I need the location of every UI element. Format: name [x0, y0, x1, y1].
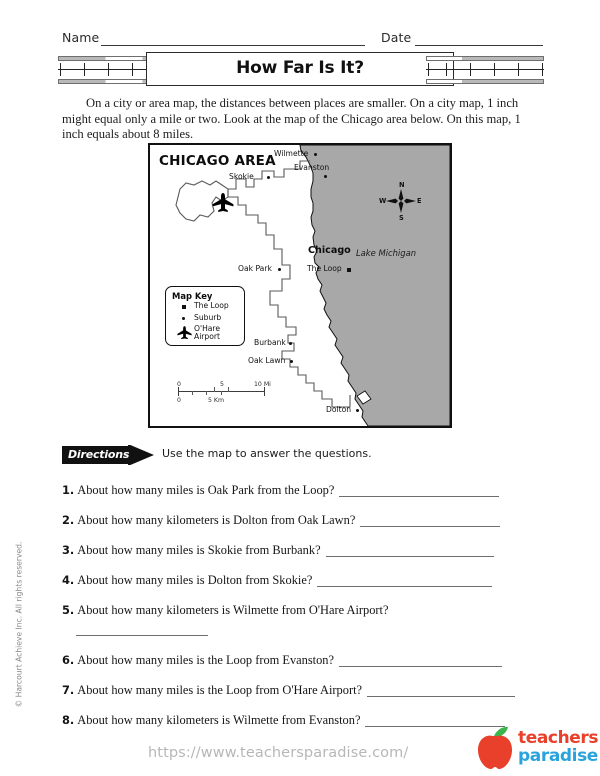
- answer-line[interactable]: [317, 586, 492, 587]
- ruler-tick: [108, 63, 109, 76]
- title-box: [146, 52, 454, 86]
- date-label: Date: [381, 30, 412, 45]
- apple-icon: [470, 726, 516, 770]
- answer-line[interactable]: [360, 526, 500, 527]
- scale-label-km-5: 5 Km: [208, 397, 224, 404]
- question-text: About how many miles is Skokie from Burbank?: [77, 543, 321, 557]
- ruler-spine: [426, 69, 544, 70]
- question-number: 2.: [62, 513, 75, 527]
- ruler-decoration-right: [426, 55, 544, 85]
- ruler-bar-bottom: [426, 79, 544, 84]
- map-key-circle-icon: [182, 317, 185, 320]
- ruler-bar-top: [426, 56, 544, 61]
- answer-line[interactable]: [367, 696, 515, 697]
- scale-minor-tick: [192, 391, 193, 395]
- answer-line[interactable]: [326, 556, 494, 557]
- question-number: 4.: [62, 573, 75, 587]
- question-number: 3.: [62, 543, 75, 557]
- map-label-evanston: Evanston: [294, 163, 330, 172]
- map-key-title: Map Key: [172, 291, 213, 301]
- scale-label-miles-10: 10 Mi: [254, 381, 271, 388]
- name-write-line[interactable]: [101, 45, 365, 46]
- question-1: [62, 483, 552, 498]
- question-7: [62, 683, 552, 698]
- question-text: About how many miles is Oak Park from the Loop?: [77, 483, 335, 497]
- question-number: 1.: [62, 483, 75, 497]
- scale-label-km-0: 0: [177, 397, 181, 404]
- map-label-wilmette: Wilmette: [274, 149, 309, 158]
- question-text: About how many miles is the Loop from Evanston?: [77, 653, 334, 667]
- ruler-tick: [132, 63, 133, 76]
- ruler-tick: [84, 63, 85, 76]
- map-key-airplane-icon: [177, 326, 192, 340]
- ruler-tick: [60, 63, 61, 76]
- map-dot-the-loop: [347, 268, 351, 272]
- chicago-area-map: [148, 143, 452, 428]
- map-key-label-suburb: Suburb: [194, 313, 222, 322]
- copyright-notice: © Harcourt Achieve Inc. All rights reserved.: [14, 541, 24, 708]
- question-text: About how many kilometers is Wilmette from O'Hare Airport?: [77, 603, 389, 617]
- compass-east-label: E: [417, 197, 422, 205]
- map-key-label-ohare-line1: O'Hare: [194, 324, 221, 333]
- ruler-tick: [518, 63, 519, 76]
- question-text: About how many miles is Dolton from Skokie?: [77, 573, 313, 587]
- question-6: [62, 653, 552, 668]
- scale-minor-tick: [221, 391, 222, 395]
- name-label: Name: [62, 30, 100, 45]
- ruler-tick: [494, 63, 495, 76]
- title-banner: [0, 52, 600, 88]
- compass-rose: [378, 181, 424, 221]
- map-label-burbank: Burbank: [254, 338, 286, 347]
- map-label-dolton: Dolton: [326, 405, 352, 414]
- compass-west-label: W: [379, 197, 387, 205]
- map-label-skokie: Skokie: [229, 172, 254, 181]
- chicago-city-label: Chicago: [308, 245, 351, 256]
- scale-minor-tick-km: [228, 387, 229, 392]
- scale-minor-tick-km: [214, 387, 215, 392]
- page-title: How Far Is It?: [236, 58, 364, 78]
- question-number: 5.: [62, 603, 75, 617]
- question-text: About how many kilometers is Wilmette from Evanston?: [77, 713, 361, 727]
- name-date-row: [0, 28, 600, 52]
- question-number: 8.: [62, 713, 75, 727]
- teachersparadise-logo[interactable]: [470, 726, 598, 772]
- answer-line[interactable]: [339, 496, 499, 497]
- scale-minor-tick: [206, 391, 207, 395]
- intro-paragraph: On a city or area map, the distances between places are smaller. On a city map, 1 inch might equal only a mile or two. Look at the map of the Chicago area below. On this map, 1 inch equals about 8 miles.: [62, 96, 521, 142]
- map-label-oak-park: Oak Park: [238, 264, 272, 273]
- scale-endcap-right: [264, 387, 265, 396]
- ruler-tick: [542, 63, 543, 76]
- ruler-tick: [428, 63, 429, 76]
- map-scale-bar: [178, 380, 283, 410]
- lake-michigan-label: Lake Michigan: [356, 248, 417, 258]
- question-number: 6.: [62, 653, 75, 667]
- scale-label-miles-5: 5: [220, 381, 224, 388]
- question-number: 7.: [62, 683, 75, 697]
- compass-north-label: N: [399, 181, 405, 189]
- scale-endcap-left: [178, 387, 179, 396]
- directions-row: [62, 445, 542, 465]
- lake-michigan-shape: [300, 145, 450, 426]
- answer-line[interactable]: [339, 666, 502, 667]
- scale-label-miles-0: 0: [177, 381, 181, 388]
- map-key: [165, 286, 245, 346]
- logo-text-paradise: paradise: [518, 746, 598, 766]
- map-title: CHICAGO AREA: [159, 153, 276, 169]
- site-watermark: https://www.teachersparadise.com/: [148, 745, 409, 761]
- map-key-square-icon: [182, 305, 186, 309]
- directions-instruction: Use the map to answer the questions.: [162, 447, 372, 460]
- map-key-label-ohare-line2: Airport: [194, 332, 220, 341]
- map-label-oak-lawn: Oak Lawn: [248, 356, 286, 365]
- question-text: About how many miles is the Loop from O'Hare Airport?: [77, 683, 363, 697]
- question-3: [62, 543, 552, 558]
- directions-badge-label: Directions: [68, 448, 130, 461]
- question-2: [62, 513, 552, 528]
- airplane-icon: [212, 193, 234, 213]
- question-text: About how many kilometers is Dolton from Oak Lawn?: [77, 513, 356, 527]
- logo-text-teachers: teachers: [518, 728, 599, 748]
- ruler-tick: [470, 63, 471, 76]
- answer-line-question-5[interactable]: [76, 635, 208, 636]
- question-4: [62, 573, 552, 588]
- question-5: [62, 603, 552, 618]
- map-label-the-loop: The Loop: [307, 264, 342, 273]
- ruler-tick: [446, 63, 447, 76]
- compass-south-label: S: [399, 214, 404, 222]
- map-key-label-the-loop: The Loop: [194, 301, 229, 310]
- date-write-line[interactable]: [415, 45, 543, 46]
